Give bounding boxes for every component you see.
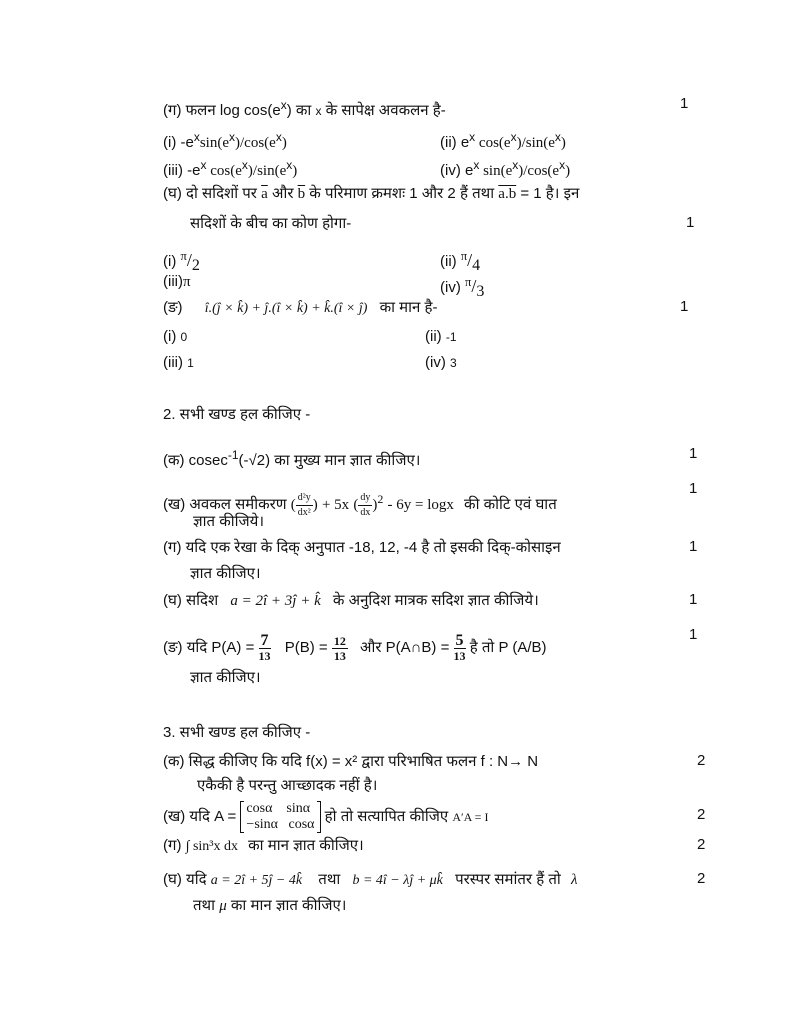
q1gh-question: (घ) दो सदिशों पर $\overline{a}$ और $\overline{b}$ के परिमाण क्रमशः 1 और 2 हैं तथा a.b = 1 है। इन xyxy=(163,185,580,202)
s3-kha-marks: 2 xyxy=(697,806,706,823)
s2-nga-line2: ज्ञात कीजिए। xyxy=(190,669,261,686)
q1ng-marks: 1 xyxy=(680,298,689,315)
q1gh-question-line2: सदिशों के बीच का कोण होगा- xyxy=(190,215,352,232)
s3-ka-line2: एकैकी है परन्तु आच्छादक नहीं है। xyxy=(197,777,378,794)
s3-ga-question: (ग) ∫ sin³x dx का मान ज्ञात कीजिए। xyxy=(163,837,364,854)
matrix-a: cosα sinα −sinα cosα xyxy=(240,801,320,833)
s2-gha-marks: 1 xyxy=(689,591,698,608)
s3-ga-marks: 2 xyxy=(697,836,706,853)
s2-ga-marks: 1 xyxy=(689,538,698,555)
section-3-heading: 3. सभी खण्ड हल कीजिए - xyxy=(163,724,311,741)
q1g-option-2: (ii) $e^x$ $\cos(e^x)/\sin(e^x)$ xyxy=(440,130,566,151)
q1gh-marks: 1 xyxy=(686,214,695,231)
q1ng-question: (ङ) î.(ĵ × k̂) + ĵ.(î × k̂) + k̂.(î × ĵ) का मान है- xyxy=(163,299,438,316)
s2-ga-line2: ज्ञात कीजिए। xyxy=(190,565,261,582)
q1g-option-1: (i) $-e^x\sin(e^x)/\cos(e^x)$ xyxy=(163,130,287,151)
s3-gha-line2: तथा μ का मान ज्ञात कीजिए। xyxy=(193,897,347,914)
q1ng-option-4: (iv) 3 xyxy=(425,354,457,371)
q1g-marks: 1 xyxy=(680,95,689,112)
q1ng-option-3: (iii) 1 xyxy=(163,354,194,371)
q1g-question: (ग) फलन $\log \cos(e^x)$ का x के सापेक्ष अवकलन है- xyxy=(163,98,446,119)
s2-kha-marks: 1 xyxy=(689,480,698,497)
q1gh-option-1: (i) $^\pi/_2$ xyxy=(163,249,200,274)
s2-ka-marks: 1 xyxy=(689,445,698,462)
q1g-option-3: (iii) $-e^x$ $\cos(e^x)/\sin(e^x)$ xyxy=(163,158,298,179)
s2-ga-question: (ग) यदि एक रेखा के दिक् अनुपात -18, 12, -4 है तो इसकी दिक्-कोसाइन xyxy=(163,539,561,556)
s2-kha-question: (ख) अवकल समीकरण ( $\frac{\text{d²y}}{\text{dx²}}$ ) + 5x ( $\frac{dy}{dx}$ )$^2$ - 6y = logx की कोटि एवं घात xyxy=(163,491,557,518)
q1g-option-4: (iv) $e^x$ $\sin(e^x)/\cos(e^x)$ xyxy=(440,158,571,179)
s2-nga-marks: 1 xyxy=(689,626,698,643)
s2-nga-question: (ङ) यदि P(A) = $\frac{7}{13}$ P(B) = $\frac{12}{13}$ और P(A∩B) = $\frac{5}{13}$ है तो P (A/B) xyxy=(163,631,547,663)
s3-ka-question: (क) सिद्ध कीजिए कि यदि f(x) = x² द्वारा परिभाषित फलन f : N→ N xyxy=(163,753,539,770)
q1gh-option-3: (iii)π xyxy=(163,273,191,290)
q1ng-option-1: (i) 0 xyxy=(163,328,188,345)
q1gh-option-4: (iv) $^\pi/_3$ xyxy=(440,275,485,300)
s3-gha-marks: 2 xyxy=(697,870,706,887)
s2-ka-question: (क) cosec$^{-1}$(-√2) का मुख्य मान ज्ञात कीजिए। xyxy=(163,448,421,469)
s2-gha-question: (घ) सदिश a = 2î + 3ĵ + k̂ के अनुदिश मात्रक सदिश ज्ञात कीजिये। xyxy=(163,592,539,609)
q1ng-option-2: (ii) -1 xyxy=(425,328,457,345)
s3-gha-question: (घ) यदि a = 2î + 5ĵ − 4k̂ तथा b = 4î − λĵ + μk̂ परस्पर समांतर हैं तो λ xyxy=(163,871,578,888)
q1gh-option-2: (ii) $^\pi/_4$ xyxy=(440,249,481,274)
section-2-heading: 2. सभी खण्ड हल कीजिए - xyxy=(163,406,311,423)
s2-kha-line2: ज्ञात कीजिये। xyxy=(193,513,265,530)
s3-ka-marks: 2 xyxy=(697,752,706,769)
s3-kha-question: (ख) यदि A = cosα sinα −sinα cosα हो तो सत्यापित कीजिए A′A = I xyxy=(163,801,489,833)
